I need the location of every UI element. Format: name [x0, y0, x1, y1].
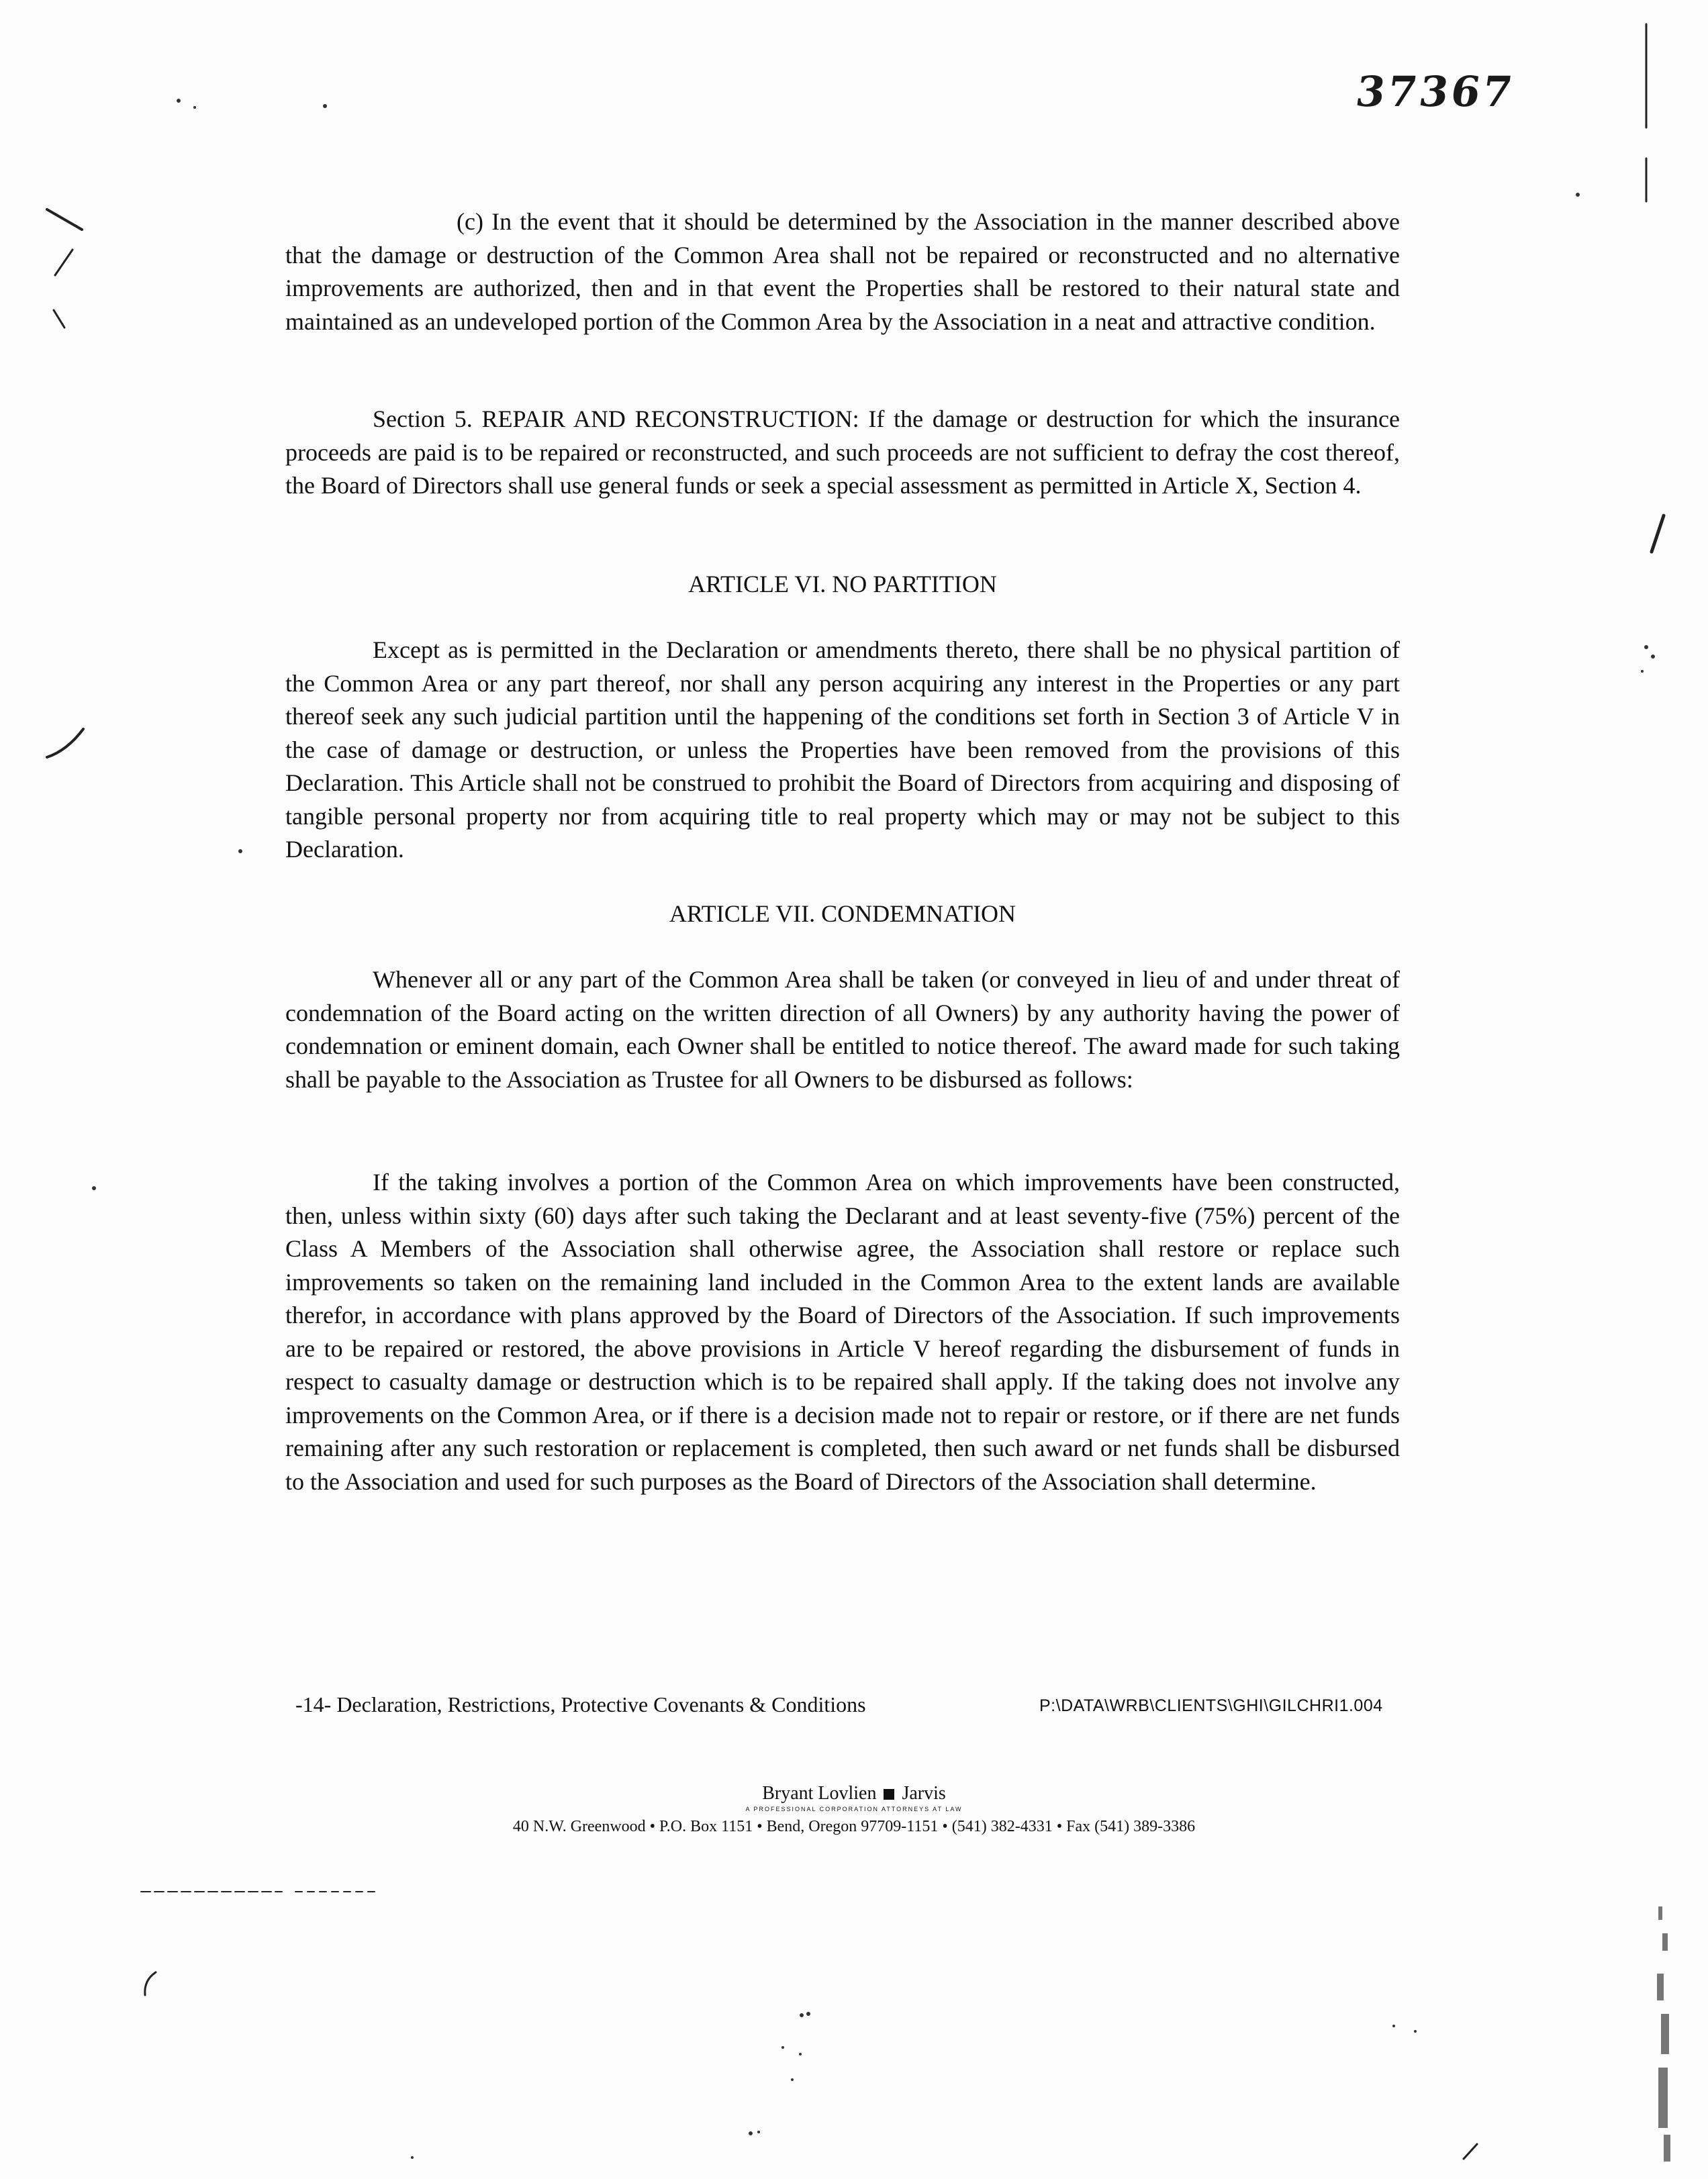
margin-stroke-3	[54, 310, 64, 328]
margin-stroke-4	[47, 729, 83, 757]
firm-subtitle: A PROFESSIONAL CORPORATION ATTORNEYS AT LAW	[745, 1806, 963, 1812]
margin-marks	[47, 24, 1664, 2159]
margin-stroke-2	[55, 250, 73, 275]
article-vii-heading: ARTICLE VII. CONDEMNATION	[669, 900, 1016, 927]
margin-stroke-1	[47, 209, 82, 230]
footer-page-title: -14- Declaration, Restrictions, Protective Covenants & Conditions	[295, 1692, 866, 1716]
section-5-text: Section 5. REPAIR AND RECONSTRUCTION: If the damage or destruction for which the insurance proceeds are paid is to be repaired or reconstructed, and such proceeds are not sufficient to defray the cost thereof, the Board of Directors shall use general funds or seek a special assessment as permitted in Article X, Section 4.	[285, 405, 1400, 499]
firm-name-part-2: Jarvis	[902, 1783, 946, 1804]
article-vi-heading: ARTICLE VI. NO PARTITION	[688, 571, 997, 597]
document-number: 37367	[1352, 67, 1518, 116]
article-vii-text-1: Whenever all or any part of the Common Area shall be taken (or conveyed in lieu of and under threat of condemnation of the Board acting on the written direction of all Owners) by any authority having the power of condemnation or eminent domain, each Owner shall be entitled to notice thereof. The award made for such taking shall be payable to the Association as Trustee for all Owners to be disbursed as follows:	[285, 966, 1400, 1093]
firm-name-part-1: Bryant Lovlien	[762, 1783, 877, 1804]
paragraph-c-text: (c) In the event that it should be determined by the Association in the manner described above that the damage or destruction of the Common Area shall not be repaired or reconstructed and no alternative improvements are authorized, then and in that event the Properties shall be restored to their natural state and maintained as an undeveloped portion of the Common Area by the Association in a neat and attractive condition.	[285, 208, 1400, 335]
article-vi-text: Except as is permitted in the Declaration or amendments thereto, there shall be no physical partition of the Common Area or any part thereof, nor shall any person acquiring any interest in the Properties or any part thereof seek any such judicial partition until the happening of the conditions set forth in Section 3 of Article V in the case of damage or destruction, or unless the Properties have been removed from the provisions of this Declaration. This Article shall not be construed to prohibit the Board of Directors from acquiring and disposing of tangible personal property nor from acquiring title to real property which may or may not be subject to this Declaration.	[285, 636, 1400, 863]
margin-stroke-6	[145, 1972, 156, 1995]
firm-address: 40 N.W. Greenwood • P.O. Box 1151 • Bend, Oregon 97709-1151 • (541) 382-4331 • Fax (541) 389-3386	[512, 1818, 1196, 1835]
margin-stroke-7	[1464, 2144, 1477, 2159]
article-vii-text-2: If the taking involves a portion of the Common Area on which improvements have been constructed, then, unless within sixty (60) days after such taking the Declarant and at least seventy-five (75%) percent of the Class A Members of the Association shall otherwise agree, the Association shall restore or replace such improvements so taken on the remaining land included in the Common Area to the extent lands are available therefor, in accordance with plans approved by the Board of Directors of the Association. If such improvements are to be repaired or restored, the above provisions in Article V hereof regarding the disbursement of funds in respect to casualty damage or destruction which is to be repaired shall apply. If the taking does not involve any improvements on the Common Area, or if there is a decision made not to repair or restore, or if there are net funds remaining after any such restoration or replacement is completed, then such award or net funds shall be disbursed to the Association and used for such purposes as the Board of Directors of the Association shall determine.	[285, 1169, 1400, 1495]
footer-file-path: P:\DATA\WRB\CLIENTS\GHI\GILCHRI1.004	[1039, 1696, 1383, 1715]
edge-noise	[1657, 1906, 1670, 2162]
margin-stroke-5	[1652, 516, 1664, 552]
speckle-dots	[92, 99, 1655, 2159]
